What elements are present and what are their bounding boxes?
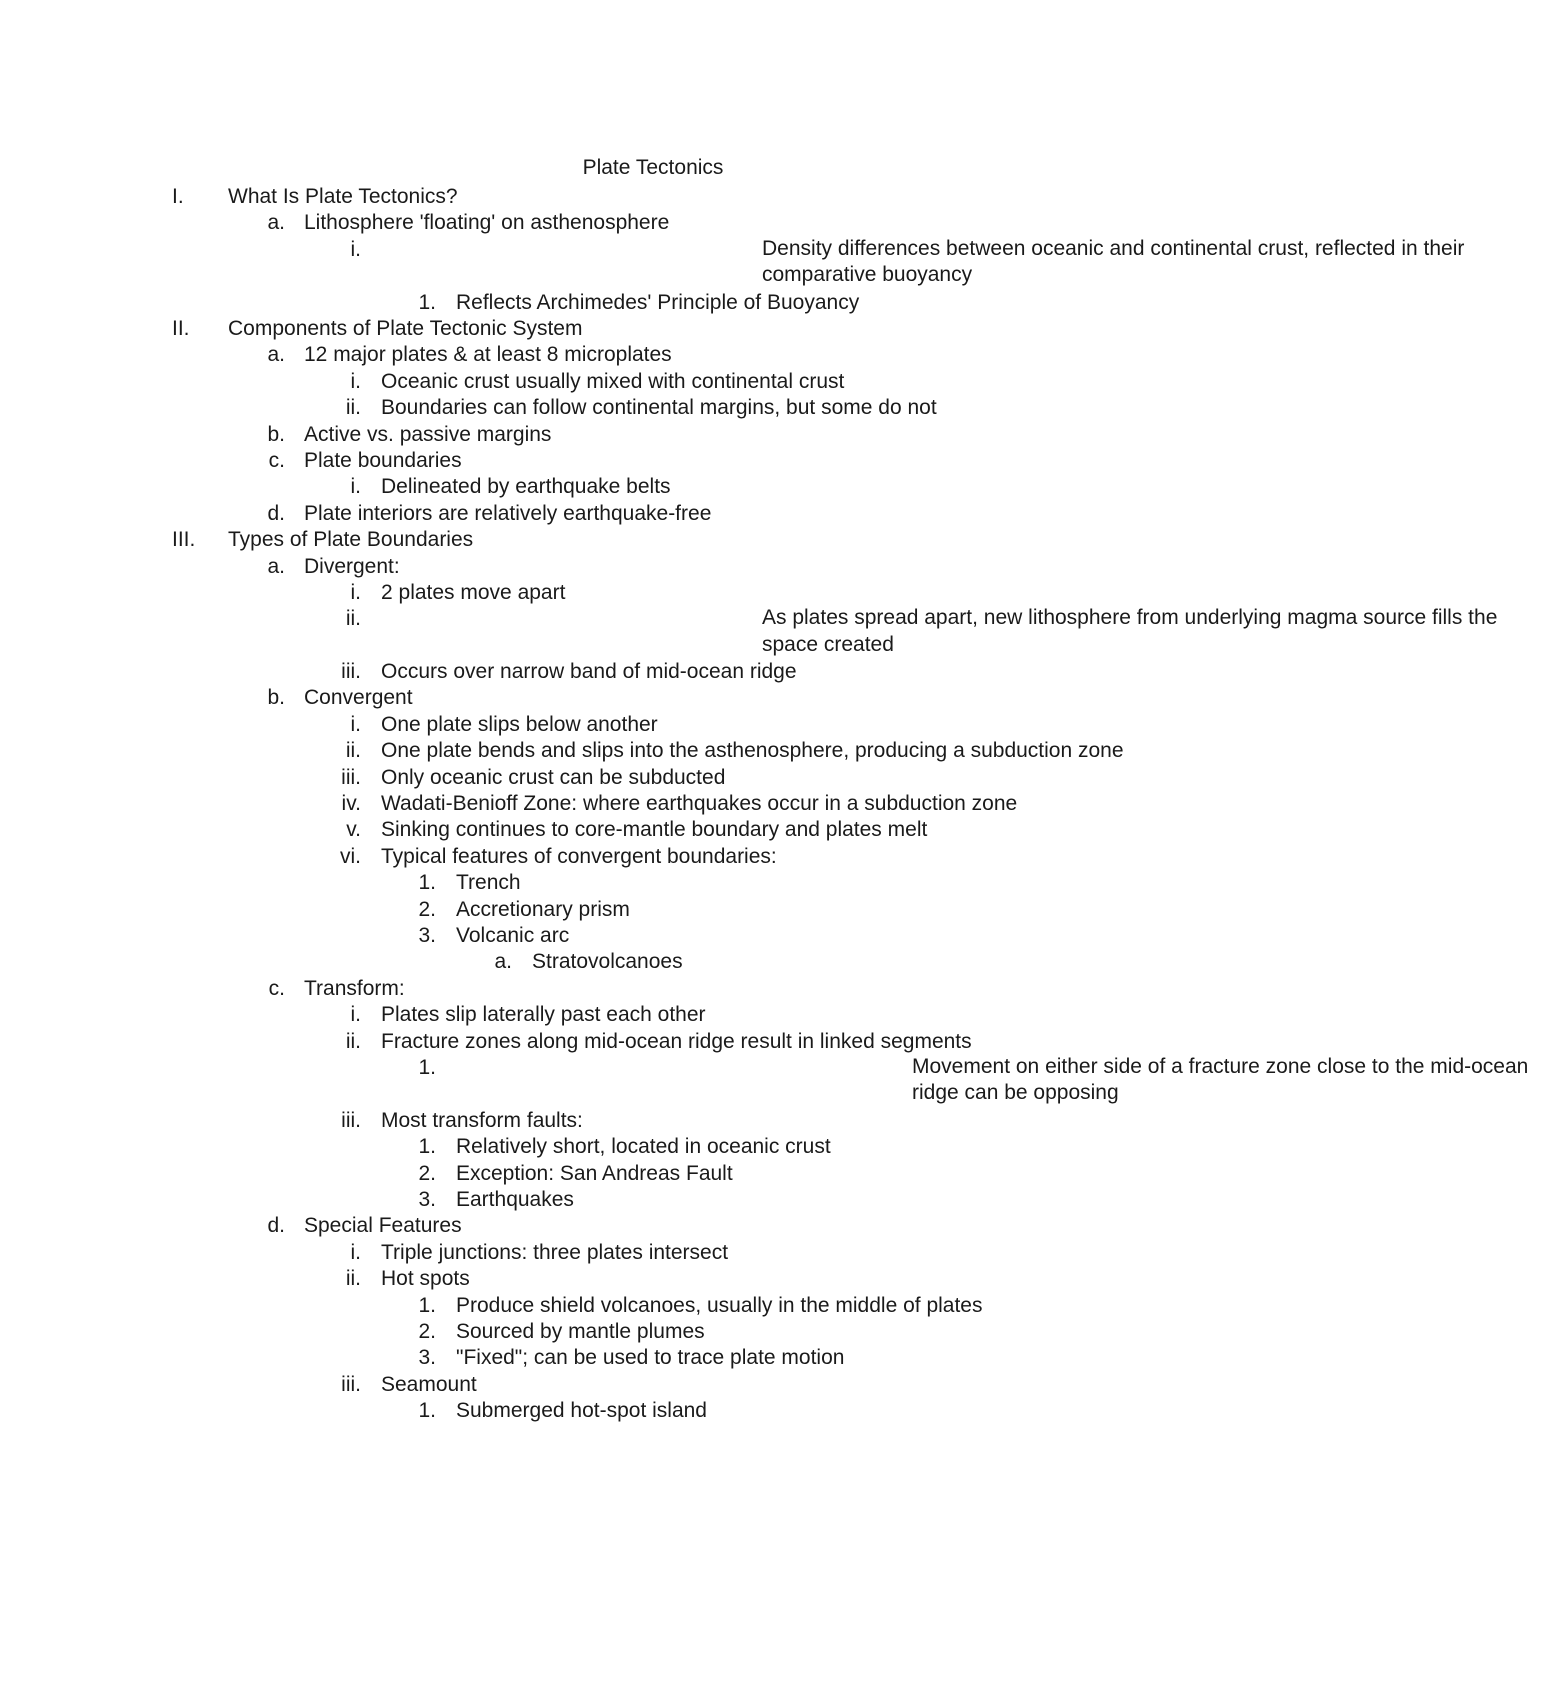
outline-item <box>0 869 1306 895</box>
outline-text: Density differences between oceanic and continental crust, reflected in their comparative buoyancy <box>762 236 1465 287</box>
outline-marker: d. <box>267 1214 285 1238</box>
outline-item <box>0 421 1306 447</box>
outline-text: Reflects Archimedes' Principle of Buoyancy <box>456 290 860 314</box>
outline-text: Active vs. passive margins <box>304 422 552 446</box>
outline-item <box>0 1001 1306 1027</box>
outline-marker: i. <box>350 1240 361 1264</box>
outline-marker: ii. <box>345 1267 361 1291</box>
outline-text: Volcanic arc <box>456 924 570 947</box>
outline-text: Movement on either side of a fracture zone close to the mid-ocean ridge can be opposing <box>912 1054 1529 1105</box>
outline-item <box>0 1371 1306 1397</box>
outline-marker: i. <box>350 237 361 261</box>
outline-item <box>0 1028 1306 1054</box>
outline-marker: a. <box>267 343 285 367</box>
outline-item <box>0 368 1306 394</box>
outline-text: Components of Plate Tectonic System <box>228 316 583 340</box>
outline-item <box>0 658 1306 684</box>
outline-text: Wadati-Benioff Zone: where earthquakes occur in a subduction zone <box>381 792 1018 816</box>
outline-text: Transform: <box>304 976 405 1000</box>
outline-text: Produce shield volcanoes, usually in the middle of plates <box>456 1293 983 1317</box>
outline-text: Submerged hot-spot island <box>456 1399 707 1423</box>
outline-text: Oceanic crust usually mixed with continental crust <box>381 369 845 393</box>
outline-item <box>0 553 1306 579</box>
outline-item <box>0 315 1306 341</box>
outline-item <box>0 948 1306 974</box>
outline-item <box>0 843 1306 869</box>
outline-item <box>0 896 1306 922</box>
outline-item <box>0 1292 1306 1318</box>
outline-marker: 3. <box>418 924 436 947</box>
outline-item <box>0 236 1465 289</box>
outline-text: Occurs over narrow band of mid-ocean ridge <box>381 660 797 684</box>
outline-marker: 1. <box>418 1399 436 1423</box>
outline-item <box>0 526 1306 552</box>
outline-marker: iii. <box>341 1108 361 1132</box>
outline-item <box>0 1107 1306 1133</box>
outline-item <box>0 1265 1306 1291</box>
outline-marker: 2. <box>418 897 436 921</box>
outline-item <box>0 1344 1306 1370</box>
outline-text: Divergent: <box>304 554 400 578</box>
outline-item <box>0 289 1306 315</box>
outline-text: Plate interiors are relatively earthquake-free <box>304 501 712 525</box>
outline-marker: i. <box>350 712 361 736</box>
outline-marker: b. <box>267 686 285 710</box>
outline-text: Sinking continues to core-mantle boundary and plates melt <box>381 818 928 842</box>
outline-text: Only oceanic crust can be subducted <box>381 765 726 789</box>
outline-item <box>0 1133 1306 1159</box>
page-title: Plate Tectonics <box>582 156 724 179</box>
outline-marker: iii. <box>341 1372 361 1396</box>
outline-item <box>0 1212 1306 1238</box>
outline-text: "Fixed"; can be used to trace plate motion <box>456 1346 845 1370</box>
outline-marker: II. <box>172 316 190 340</box>
outline-marker: 1. <box>418 1055 436 1079</box>
outline-marker: ii. <box>345 607 361 631</box>
outline-marker: 2. <box>418 1319 436 1343</box>
outline-item <box>0 209 1306 235</box>
outline-item <box>0 394 1306 420</box>
outline-text: Hot spots <box>381 1267 470 1291</box>
outline-text: What Is Plate Tectonics? <box>228 185 458 208</box>
outline-marker: c. <box>268 976 285 1000</box>
outline-text: Special Features <box>304 1214 462 1238</box>
outline-text: Typical features of convergent boundaries: <box>381 844 777 868</box>
outline-marker: I. <box>172 185 184 208</box>
outline-marker: 2. <box>418 1161 436 1185</box>
outline-text: 2 plates move apart <box>381 580 566 604</box>
outline-text: Triple junctions: three plates intersect <box>381 1240 729 1264</box>
outline-text: Relatively short, located in oceanic crust <box>456 1135 831 1159</box>
outline-text: Plates slip laterally past each other <box>381 1003 706 1027</box>
outline-item <box>0 341 1306 367</box>
outline-item <box>0 1239 1306 1265</box>
outline-marker: 3. <box>418 1346 436 1370</box>
outline-marker: 3. <box>418 1187 436 1211</box>
outline-item <box>0 975 1306 1001</box>
outline-text: Seamount <box>381 1372 477 1396</box>
outline-item <box>0 737 1306 763</box>
outline-item <box>0 1186 1306 1212</box>
outline-marker: a. <box>267 554 285 578</box>
outline-marker: vi. <box>340 844 361 868</box>
outline-text: Sourced by mantle plumes <box>456 1319 705 1343</box>
outline-marker: 1. <box>418 290 436 314</box>
outline-item <box>0 922 1306 948</box>
outline-text: Types of Plate Boundaries <box>228 528 474 552</box>
outline-marker: iii. <box>341 765 361 789</box>
outline-marker: 1. <box>418 871 436 895</box>
outline-text: Fracture zones along mid-ocean ridge result in linked segments <box>381 1029 972 1053</box>
outline-marker: v. <box>346 818 361 842</box>
outline-item <box>0 579 1306 605</box>
outline-marker: d. <box>267 501 285 525</box>
outline-item <box>0 684 1306 710</box>
outline-item <box>0 711 1306 737</box>
outline-text: Plate boundaries <box>304 448 462 472</box>
outline-marker: i. <box>350 475 361 499</box>
outline-item <box>0 790 1306 816</box>
outline-item <box>0 1054 1529 1107</box>
outline-item <box>0 816 1306 842</box>
outline-item <box>0 1318 1306 1344</box>
outline-item <box>0 447 1306 473</box>
outline-text: Stratovolcanoes <box>532 950 683 974</box>
outline-text: Accretionary prism <box>456 897 630 921</box>
outline-text: 12 major plates & at least 8 microplates <box>304 343 672 367</box>
outline-marker: i. <box>350 580 361 604</box>
outline-marker: ii. <box>345 1029 361 1053</box>
outline-item <box>0 1397 1306 1423</box>
outline-text: Lithosphere 'floating' on asthenosphere <box>304 211 670 235</box>
outline-item <box>0 473 1306 499</box>
outline-marker: III. <box>172 528 196 552</box>
outline-marker: 1. <box>418 1293 436 1317</box>
outline-item <box>0 1160 1306 1186</box>
outline-text: Exception: San Andreas Fault <box>456 1161 733 1185</box>
outline-marker: iv. <box>341 792 361 816</box>
outline-text: Trench <box>456 871 521 895</box>
outline-marker: c. <box>268 448 285 472</box>
outline-marker: i. <box>350 1003 361 1027</box>
outline-text: Boundaries can follow continental margins, but some do not <box>381 396 937 420</box>
outline-marker: iii. <box>341 660 361 684</box>
outline-item <box>0 605 1498 658</box>
outline-text: One plate slips below another <box>381 712 658 736</box>
outline-marker: a. <box>267 211 285 235</box>
outline-marker: i. <box>350 369 361 393</box>
outline-text: Most transform faults: <box>381 1108 583 1132</box>
outline-item <box>0 183 1306 209</box>
outline-text: As plates spread apart, new lithosphere from underlying magma source fills the space created <box>762 606 1498 656</box>
outline-marker: b. <box>267 422 285 446</box>
outline-item <box>0 500 1306 526</box>
outline-marker: ii. <box>345 396 361 420</box>
outline-text: One plate bends and slips into the asthenosphere, producing a subduction zone <box>381 739 1124 763</box>
outline-list <box>0 183 1529 1423</box>
outline-marker: a. <box>494 950 512 974</box>
outline-text: Convergent <box>304 686 413 710</box>
outline-marker: 1. <box>418 1135 436 1159</box>
outline-marker: ii. <box>345 739 361 763</box>
outline-text: Delineated by earthquake belts <box>381 475 671 499</box>
outline-item <box>0 764 1306 790</box>
outline-text: Earthquakes <box>456 1187 574 1211</box>
